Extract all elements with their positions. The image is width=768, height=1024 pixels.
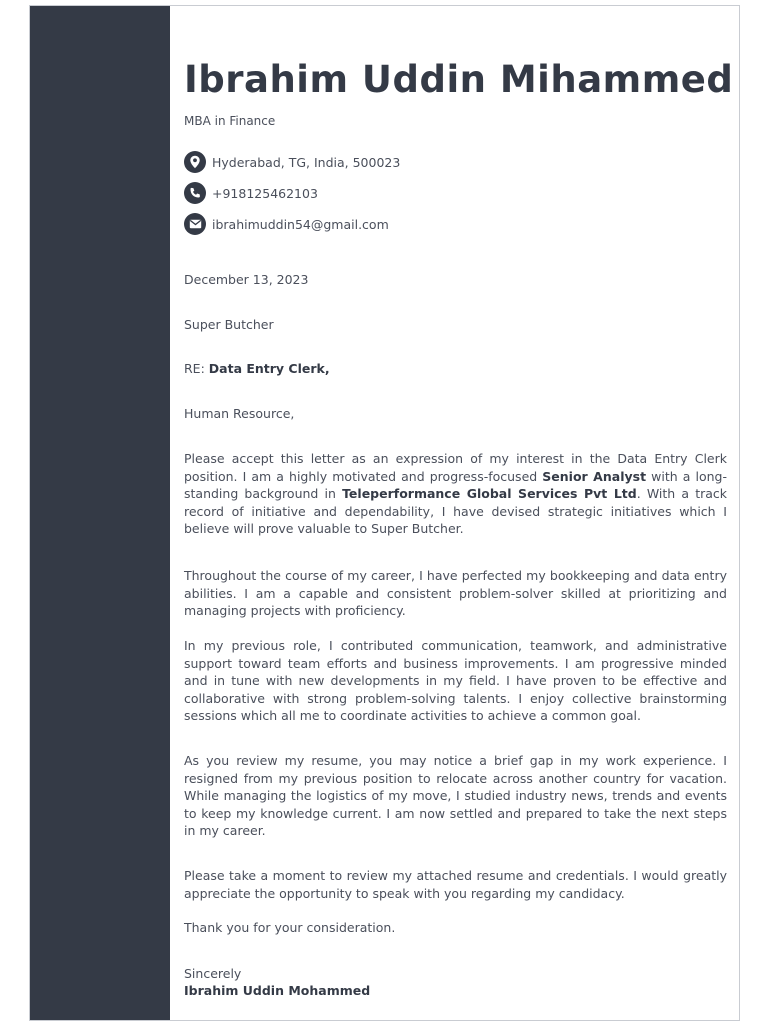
address-text: Hyderabad, TG, India, 500023 — [212, 154, 401, 170]
applicant-name: Ibrahim Uddin Mihammed — [184, 58, 734, 101]
paragraph-intro — [184, 450, 727, 538]
letter-date: December 13, 2023 — [184, 272, 309, 287]
contact-address — [184, 151, 400, 173]
paragraph-intro-part-c: with a long-standing background in — [184, 468, 727, 501]
email-text: ibrahimuddin54@gmail.com — [212, 216, 389, 232]
letter-page — [29, 5, 740, 1021]
phone-text: +918125462103 — [212, 185, 318, 201]
contact-phone — [184, 182, 318, 204]
paragraph-gap: As you review my resume, you may notice a brief gap in my work experience. I resigned from my previous position to relocate across another country for vacation. While managing the logistics of my move, I studied industry news, trends and events to keep my knowledge current. I am now settled and prepared to take the next steps in my career. — [184, 753, 727, 838]
current-title: Senior Analyst — [542, 468, 647, 484]
paragraph-experience: In my previous role, I contributed communication, teamwork, and administrative support toward team efforts and business improvements. I am progressive minded and in tune with new developments in my field. I have proven to be effective and collaborative with strong problem-solving talents. I enjoy collective brainstorming sessions which all me to coordinate activities to achieve a common goal. — [184, 638, 727, 723]
subject-line — [184, 361, 330, 376]
signature-name: Ibrahim Uddin Mohammed — [184, 983, 371, 998]
sidebar-band — [30, 6, 170, 1020]
closing: Sincerely — [184, 966, 242, 981]
contact-email — [184, 213, 389, 235]
salutation: Human Resource, — [184, 406, 295, 421]
applicant-degree: MBA in Finance — [184, 114, 276, 128]
recipient-company: Super Butcher — [184, 317, 274, 332]
current-employer: Teleperformance Global Services Pvt Ltd — [342, 486, 637, 501]
phone-icon — [184, 182, 206, 204]
thank-you-line: Thank you for your consideration. — [184, 920, 396, 935]
paragraph-intro-part-a: Please accept this letter as an expression of my interest in the Data Entry Clerk position. I am a highly motivated and progress-focused — [184, 451, 727, 484]
location-pin-icon — [184, 151, 206, 173]
paragraph-skills: Throughout the course of my career, I have perfected my bookkeeping and data entry abilities. I am a capable and consistent problem-solver skilled at prioritizing and managing projects with proficiency. — [184, 568, 727, 618]
envelope-icon — [184, 213, 206, 235]
paragraph-intro-part-e: . With a track record of initiative and dependability, I have devised strategic initiatives which I believe will prove valuable to Super Butcher. — [184, 486, 728, 536]
paragraph-request: Please take a moment to review my attached resume and credentials. I would greatly appreciate the opportunity to speak with you regarding my candidacy. — [184, 868, 727, 901]
subject-prefix: RE: — [184, 361, 209, 376]
subject-position: Data Entry Clerk, — [208, 361, 330, 376]
